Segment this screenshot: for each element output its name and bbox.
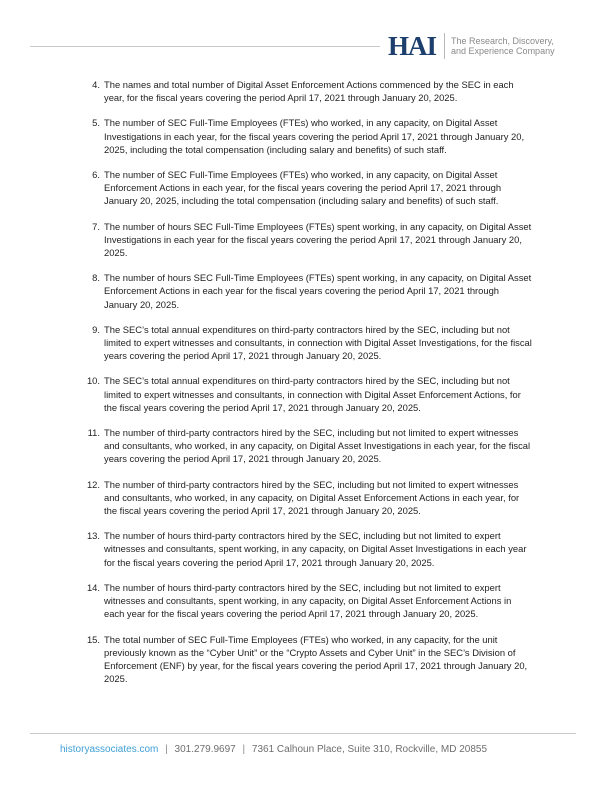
list-item bbox=[92, 220, 532, 260]
list-item bbox=[86, 581, 532, 621]
header-rule bbox=[30, 46, 380, 47]
list-item-number: 14. bbox=[86, 581, 100, 593]
footer-phone: 301.279.9697 bbox=[174, 744, 236, 755]
footer-rule bbox=[30, 733, 576, 734]
list-item bbox=[87, 426, 532, 466]
list-item-text: The number of hours SEC Full-Time Employees (FTEs) spent working, in any capacity, on Digital Asset Investigations in each year for the fiscal years covering the period April 17, 2021 through January 20, 2025. bbox=[104, 220, 532, 259]
request-list bbox=[0, 78, 606, 697]
footer-separator: | bbox=[242, 744, 246, 755]
list-item-text: The SEC’s total annual expenditures on third-party contractors hired by the SEC, including but not limited to expert witnesses and consultants, in connection with Digital Asset Enforcement Actions, for the fiscal years covering the period April 17, 2021 through January 20, 2025. bbox=[104, 375, 521, 413]
footer-website-link[interactable]: historyassociates.com bbox=[60, 744, 159, 755]
list-item-number: 15. bbox=[86, 633, 100, 645]
list-item-text: The SEC’s total annual expenditures on third-party contractors hired by the SEC, including but not limited to expert witnesses and consultants, in connection with Digital Asset Investigations, for the fiscal years covering the period April 17, 2021 through January 20, 2025. bbox=[104, 323, 532, 362]
tagline-line-2: and Experience Company bbox=[451, 46, 555, 56]
list-item bbox=[92, 168, 532, 208]
list-item-text: The names and total number of Digital Asset Enforcement Actions commenced by the SEC in each year, for the fiscal years covering the period April 17, 2021 through January 20, 2025. bbox=[104, 79, 514, 104]
list-item bbox=[92, 78, 532, 104]
company-logo bbox=[388, 33, 571, 59]
tagline-line-1: The Research, Discovery, bbox=[451, 36, 554, 46]
list-item bbox=[92, 116, 532, 156]
list-item-number: 11. bbox=[87, 427, 100, 439]
list-item bbox=[86, 478, 532, 518]
logo-mark: HAI bbox=[388, 31, 437, 61]
list-item-text: The number of third-party contractors hired by the SEC, including but not limited to expert witnesses and consultants, who worked, in any capacity, on Digital Asset Investigations in each year, for the fiscal years covering the period April 17, 2021 through January 20, 2025. bbox=[104, 427, 531, 465]
list-item-text: The number of hours third-party contractors hired by the SEC, including but not limited to expert witnesses and consultants, spent working, in any capacity, on Digital Asset Enforcement Actions in each year for the fiscal years covering the period April 17, 2021 through January 20, 2025. bbox=[104, 581, 512, 620]
list-item-text: The number of SEC Full-Time Employees (FTEs) who worked, in any capacity, on Digital Asset Enforcement Actions in each year, for the fiscal years covering the period April 17, 2021 through January 20, 2025, including the total compensation (including salary and benefits) of such staff. bbox=[104, 169, 502, 207]
list-item-text: The total number of SEC Full-Time Employees (FTEs) who worked, in any capacity, for the unit previously known as the “Cyber Unit” or the “Crypto Assets and Cyber Unit” in the SEC’s Division of Enforcement (ENF) by year, for the fiscal years covering the period April 17, 2021 through January 20, 2025. bbox=[104, 633, 528, 685]
logo-divider bbox=[444, 33, 445, 59]
list-item-number: 12. bbox=[86, 478, 100, 490]
list-item-number: 8. bbox=[92, 272, 100, 284]
list-item-number: 9. bbox=[92, 323, 100, 335]
footer-address: 7361 Calhoun Place, Suite 310, Rockville, MD 20855 bbox=[251, 744, 488, 755]
logo-tagline bbox=[451, 36, 571, 56]
list-item-number: 6. bbox=[92, 169, 100, 181]
list-item-number: 13. bbox=[86, 530, 100, 542]
list-item-number: 7. bbox=[92, 220, 100, 232]
list-item-text: The number of third-party contractors hired by the SEC, including but not limited to expert witnesses and consultants, who worked, in any capacity, on Digital Asset Enforcement Actions in each year, for the fiscal years covering the period April 17, 2021 through January 20, 2025. bbox=[104, 478, 520, 517]
list-item bbox=[92, 271, 532, 311]
list-item-number: 10. bbox=[86, 375, 100, 387]
list-item-text: The number of hours SEC Full-Time Employees (FTEs) spent working, in any capacity, on Digital Asset Enforcement Actions in each year for the fiscal years covering the period April 17, 2021 through January 20, 2025. bbox=[104, 272, 532, 310]
list-item bbox=[92, 323, 532, 363]
footer-separator: | bbox=[165, 744, 168, 755]
list-item-number: 5. bbox=[92, 117, 100, 129]
list-item bbox=[86, 374, 532, 414]
page-footer bbox=[60, 744, 560, 755]
list-item bbox=[86, 633, 532, 686]
list-item-text: The number of SEC Full-Time Employees (FTEs) who worked, in any capacity, on Digital Asset Investigations in each year, for the fiscal years covering the period April 17, 2021 through January 20, 2025, including the total compensation (including salary and benefits) of such staff. bbox=[104, 117, 525, 155]
list-item-text: The number of hours third-party contractors hired by the SEC, including but not limited to expert witnesses and consultants, spent working, in any capacity, on Digital Asset Investigations in each year for the fiscal years covering the period April 17, 2021 through January 20, 2025. bbox=[104, 530, 527, 568]
list-item bbox=[86, 529, 532, 569]
list-item-number: 4. bbox=[92, 79, 100, 90]
